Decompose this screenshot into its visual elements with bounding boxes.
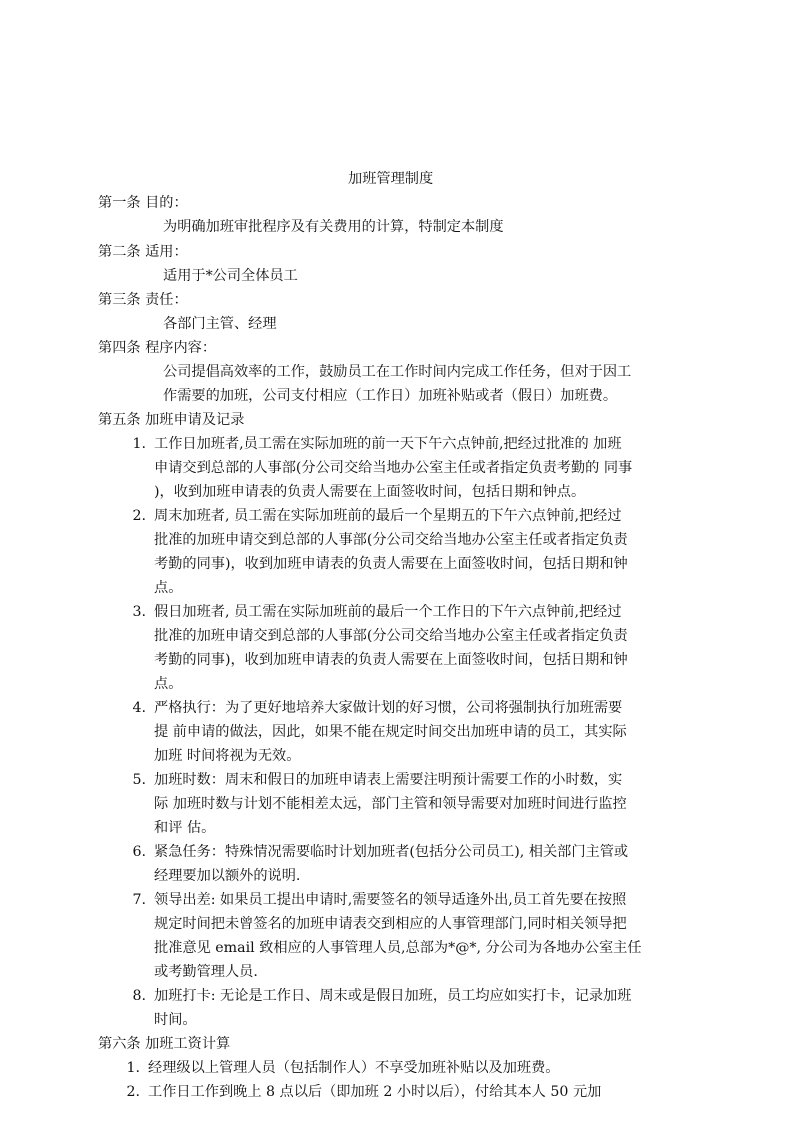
item-number: 2. xyxy=(126,1084,140,1100)
item-line: 假日加班者, 员工需在实际加班前的最后一个工作日的下午六点钟前,把经过 xyxy=(154,604,622,620)
article-6-heading xyxy=(98,1032,230,1056)
item-line: 领导出差: 如果员工提出申请时,需要签名的领导适逢外出,员工首先要在按照 xyxy=(154,892,627,908)
item-line: 工作日加班者,员工需在实际加班的前一天下午六点钟前,把经过批准的 加班 xyxy=(154,436,622,452)
item-number: 6. xyxy=(132,844,146,860)
item-line: 点。 xyxy=(154,676,183,692)
item-line: 和评 估。 xyxy=(154,820,216,836)
item-number: 3. xyxy=(132,604,146,620)
section5-item xyxy=(126,600,622,624)
item-number: 7. xyxy=(132,892,146,908)
item-line: 批准的加班申请交到总部的人事部(分公司交给当地办公室主任或者指定负责 xyxy=(154,532,628,548)
section5-item xyxy=(126,888,626,912)
section5-item xyxy=(126,768,622,792)
article-label: 第四条 xyxy=(98,340,141,356)
article-heading: 加班申请及记录 xyxy=(145,412,245,428)
article-1-heading xyxy=(98,191,188,215)
item-line: 周末加班者, 员工需在实际加班前的最后一个星期五的下午六点钟前,把经过 xyxy=(154,508,622,524)
article-2-body: 适用于*公司全体员工 xyxy=(163,268,298,284)
article-label: 第三条 xyxy=(98,292,141,308)
article-label: 第二条 xyxy=(98,244,141,260)
section5-item xyxy=(126,840,628,864)
item-line: 考勤的同事)，收到加班申请表的负责人需要在上面签收时间，包括日期和钟 xyxy=(154,652,628,668)
item-line: 或考勤管理人员. xyxy=(154,964,258,980)
item-number: 4. xyxy=(132,700,146,716)
item-line: 时间。 xyxy=(154,1012,197,1028)
article-3-body: 各部门主管、经理 xyxy=(163,316,277,332)
item-line: )，收到加班申请表的负责人需要在上面签收时间，包括日期和钟点。 xyxy=(154,484,586,500)
article-5-heading xyxy=(98,408,244,432)
section5-item xyxy=(126,432,622,456)
item-line: 申请交到总部的人事部(分公司交给当地办公室主任或者指定负责考勤的 同事 xyxy=(154,460,633,476)
article-label: 第六条 xyxy=(98,1036,141,1052)
item-line: 点。 xyxy=(154,580,183,596)
article-2-heading xyxy=(98,240,188,264)
item-number: 2. xyxy=(132,508,146,524)
item-number: 1. xyxy=(132,436,146,452)
item-line: 经理级以上管理人员（包括制作人）不享受加班补贴以及加班费。 xyxy=(148,1060,560,1076)
item-line: 批准意见 email 致相应的人事管理人员,总部为*@*, 分公司为各地办公室主任 xyxy=(154,940,642,956)
item-line: 经理要加以额外的说明. xyxy=(154,868,301,884)
section5-item xyxy=(126,696,622,720)
article-heading: 加班工资计算 xyxy=(145,1036,231,1052)
item-line: 批准的加班申请交到总部的人事部(分公司交给当地办公室主任或者指定负责 xyxy=(154,628,628,644)
section5-item xyxy=(126,504,622,528)
article-heading: 程序内容： xyxy=(145,340,217,356)
item-line: 工作日工作到晚上 8 点以后（即加班 2 小时以后），付给其本人 50 元加 xyxy=(148,1084,602,1100)
item-number: 1. xyxy=(126,1060,140,1076)
item-line: 加班打卡: 无论是工作日、周末或是假日加班，员工均应如实打卡，记录加班 xyxy=(154,988,632,1004)
item-number: 5. xyxy=(132,772,146,788)
item-number: 8. xyxy=(132,988,146,1004)
article-heading: 责任： xyxy=(145,292,188,308)
item-line: 际 加班时数与计划不能相差太远，部门主管和领导需要对加班时间进行监控 xyxy=(154,796,627,812)
document-title: 加班管理制度 xyxy=(348,171,434,187)
article-heading: 目的： xyxy=(145,195,188,211)
article-label: 第一条 xyxy=(98,195,141,211)
article-4-body-line: 作需要的加班，公司支付相应（工作日）加班补贴或者（假日）加班费。 xyxy=(163,388,618,404)
item-line: 紧急任务：特殊情况需要临时计划加班者(包括分公司员工), 相关部门主管或 xyxy=(154,844,629,860)
item-line: 考勤的同事)，收到加班申请表的负责人需要在上面签收时间，包括日期和钟 xyxy=(154,556,628,572)
article-heading: 适用： xyxy=(145,244,188,260)
section6-item xyxy=(120,1056,559,1080)
item-line: 加班 时间将视为无效。 xyxy=(154,748,301,764)
section5-item xyxy=(126,984,631,1008)
article-1-body: 为明确加班审批程序及有关费用的计算，特制定本制度 xyxy=(163,219,504,235)
article-4-body-line: 公司提倡高效率的工作，鼓励员工在工作时间内完成工作任务，但对于因工 xyxy=(163,364,632,380)
article-3-heading xyxy=(98,288,188,312)
item-line: 提 前申请的做法，因此，如果不能在规定时间交出加班申请的员工，其实际 xyxy=(154,724,627,740)
item-line: 规定时间把未曾签名的加班申请表交到相应的人事管理部门,同时相关领导把 xyxy=(154,916,627,932)
item-line: 加班时数：周末和假日的加班申请表上需要注明预计需要工作的小时数，实 xyxy=(154,772,623,788)
article-label: 第五条 xyxy=(98,412,141,428)
item-line: 严格执行：为了更好地培养大家做计划的好习惯，公司将强制执行加班需要 xyxy=(154,700,623,716)
section6-item xyxy=(120,1080,601,1104)
article-4-heading xyxy=(98,336,216,360)
